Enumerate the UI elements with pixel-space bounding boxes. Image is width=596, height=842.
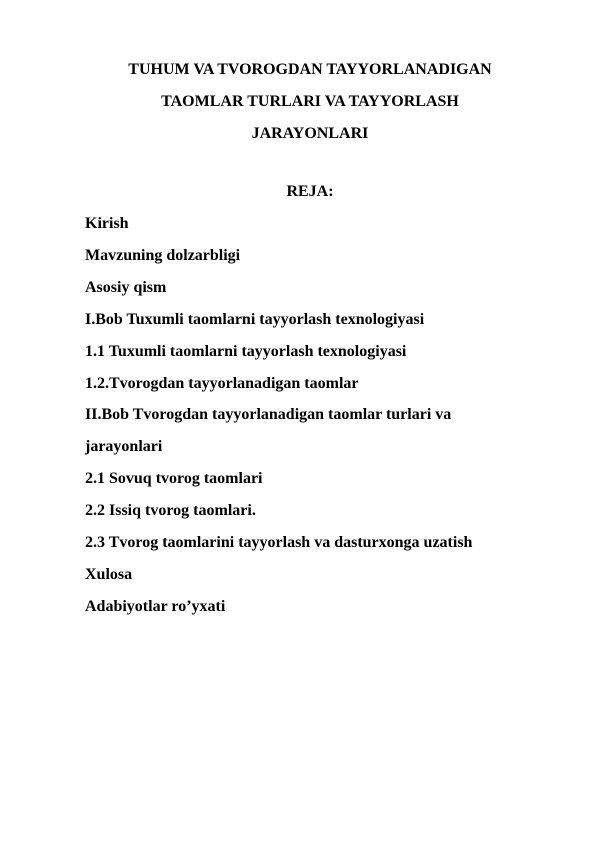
toc-item-chapter-2: II.Bob Tvorogdan tayyorlanadigan taomlar turlari va (85, 406, 452, 423)
toc-item-section-1-2: 1.2.Tvorogdan tayyorlanadigan taomlar (85, 375, 359, 392)
toc-item-section-2-1: 2.1 Sovuq tvorog taomlari (85, 470, 263, 487)
toc-item-section-2-3: 2.3 Tvorog taomlarini tayyorlash va dasturxonga uzatish (85, 534, 473, 551)
toc-item-chapter-2-continued: jarayonlari (85, 438, 163, 455)
document-title-line-2: TAOMLAR TURLARI VA TAYYORLASH (161, 93, 459, 110)
document-title-line-1: TUHUM VA TVOROGDAN TAYYORLANADIGAN (128, 61, 492, 78)
toc-item-relevance: Mavzuning dolzarbligi (85, 247, 241, 264)
toc-item-section-1-1: 1.1 Tuxumli taomlarni tayyorlash texnologiyasi (85, 343, 407, 360)
toc-item-chapter-1: I.Bob Tuxumli taomlarni tayyorlash texnologiyasi (85, 311, 425, 328)
plan-heading: REJA: (286, 183, 334, 200)
toc-item-conclusion: Xulosa (85, 566, 133, 583)
document-title-line-3: JARAYONLARI (251, 125, 369, 142)
toc-item-section-2-2: 2.2 Issiq tvorog taomlari. (85, 502, 256, 519)
toc-item-main-part: Asosiy qism (85, 279, 167, 296)
toc-item-references: Adabiyotlar ro’yxati (85, 598, 226, 615)
toc-item-introduction: Kirish (85, 215, 129, 232)
